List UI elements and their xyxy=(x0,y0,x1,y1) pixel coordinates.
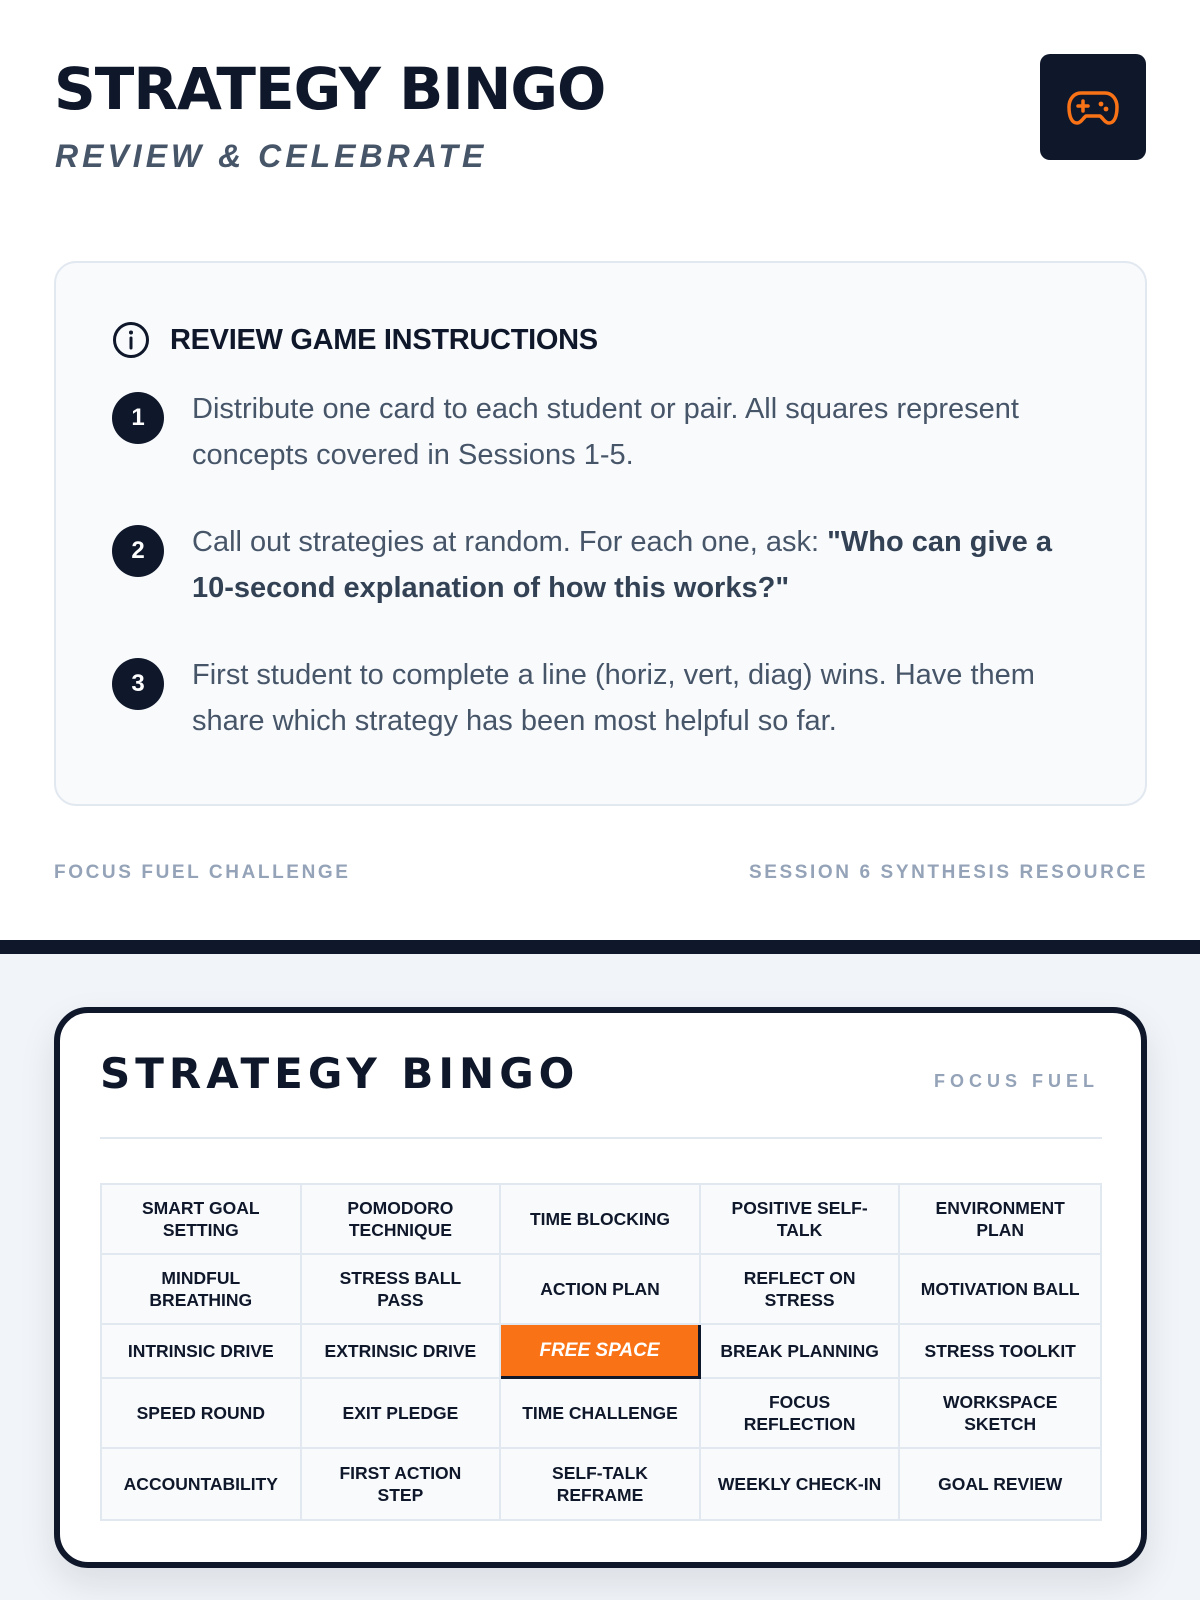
card-title: STRATEGY BINGO xyxy=(100,1049,580,1098)
instructions-panel xyxy=(54,261,1147,806)
bingo-cell[interactable]: TIME BLOCKING xyxy=(501,1185,701,1255)
bingo-cell[interactable]: WORKSPACE SKETCH xyxy=(900,1379,1100,1449)
card-divider xyxy=(100,1137,1102,1139)
game-badge xyxy=(1040,54,1146,160)
bingo-cell[interactable]: ENVIRONMENT PLAN xyxy=(900,1185,1100,1255)
bingo-cell[interactable]: GOAL REVIEW xyxy=(900,1449,1100,1519)
step-text: Distribute one card to each student or pair. All squares represent concepts covered in Sessions 1-5. xyxy=(192,393,1019,471)
bingo-cell[interactable]: TIME CHALLENGE xyxy=(501,1379,701,1449)
gamepad-icon xyxy=(1067,87,1119,127)
step-number: 2 xyxy=(112,525,164,577)
bingo-grid xyxy=(100,1183,1102,1521)
step-text xyxy=(192,519,1072,611)
instruction-step xyxy=(112,525,1072,611)
bingo-cell[interactable]: EXIT PLEDGE xyxy=(302,1379,502,1449)
bingo-cell[interactable]: ACCOUNTABILITY xyxy=(102,1449,302,1519)
instructions-header xyxy=(112,321,598,359)
bingo-cell[interactable]: POMODORO TECHNIQUE xyxy=(302,1185,502,1255)
bingo-cell[interactable]: FIRST ACTION STEP xyxy=(302,1449,502,1519)
bingo-cell[interactable]: REFLECT ON STRESS xyxy=(701,1255,901,1325)
step-number: 1 xyxy=(112,392,164,444)
page-title: STRATEGY BINGO xyxy=(54,55,606,123)
bingo-cell[interactable]: STRESS TOOLKIT xyxy=(900,1325,1100,1379)
bingo-card xyxy=(54,1007,1147,1568)
step-text-emphasis: "Who can give a 10-second explanation of how this works?" xyxy=(192,526,1052,604)
instruction-step xyxy=(112,392,1072,478)
bingo-cell[interactable]: SMART GOAL SETTING xyxy=(102,1185,302,1255)
page-subtitle: REVIEW & CELEBRATE xyxy=(55,138,488,174)
bingo-cell[interactable]: STRESS BALL PASS xyxy=(302,1255,502,1325)
bingo-cell[interactable]: MINDFUL BREATHING xyxy=(102,1255,302,1325)
bingo-cell[interactable]: WEEKLY CHECK-IN xyxy=(701,1449,901,1519)
instruction-step xyxy=(112,658,1072,744)
step-text-main: Call out strategies at random. For each one, ask: xyxy=(192,526,828,558)
bingo-cell[interactable]: EXTRINSIC DRIVE xyxy=(302,1325,502,1379)
bingo-cell[interactable]: MOTIVATION BALL xyxy=(900,1255,1100,1325)
bingo-free-space[interactable]: FREE SPACE xyxy=(501,1325,701,1379)
bingo-cell[interactable]: ACTION PLAN xyxy=(501,1255,701,1325)
bingo-cell[interactable]: INTRINSIC DRIVE xyxy=(102,1325,302,1379)
bingo-cell[interactable]: SELF-TALK REFRAME xyxy=(501,1449,701,1519)
bingo-cell[interactable]: FOCUS REFLECTION xyxy=(701,1379,901,1449)
footer-right: SESSION 6 SYNTHESIS RESOURCE xyxy=(748,862,1148,883)
info-icon xyxy=(112,321,150,359)
step-number: 3 xyxy=(112,658,164,710)
instructions-heading: REVIEW GAME INSTRUCTIONS xyxy=(170,323,598,356)
bingo-cell[interactable]: SPEED ROUND xyxy=(102,1379,302,1449)
page-divider xyxy=(0,940,1200,954)
bingo-cell[interactable]: BREAK PLANNING xyxy=(701,1325,901,1379)
step-text: First student to complete a line (horiz, vert, diag) wins. Have them share which strategy has been most helpful so far. xyxy=(192,659,1035,737)
footer-left: FOCUS FUEL CHALLENGE xyxy=(54,862,351,883)
bingo-cell[interactable]: POSITIVE SELF-TALK xyxy=(701,1185,901,1255)
card-brand: FOCUS FUEL xyxy=(934,1071,1099,1091)
